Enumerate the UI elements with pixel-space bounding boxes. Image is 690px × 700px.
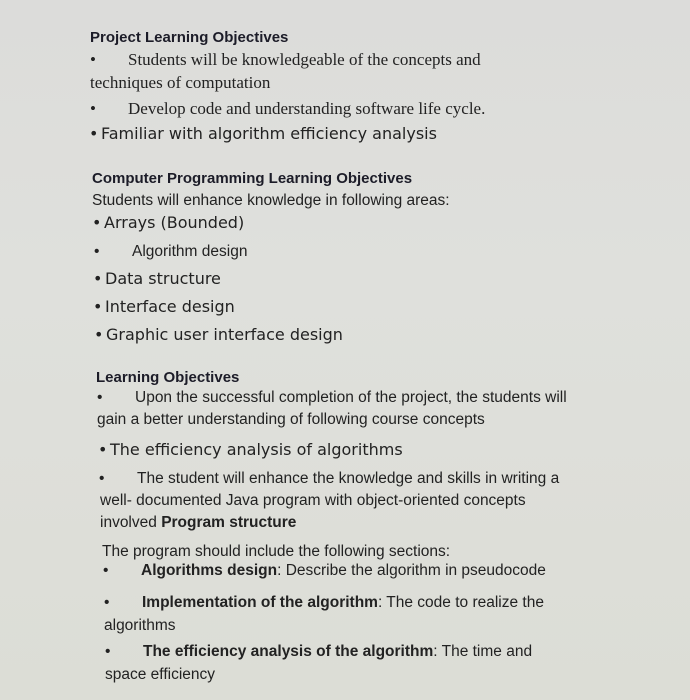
section-intro: The program should include the following sections: [102, 543, 451, 560]
list-item: • Students will be knowledgeable of the concepts and [90, 50, 481, 69]
bullet-icon: • [90, 99, 96, 118]
bullet-icon: • [90, 50, 96, 69]
list-item: • Interface design [93, 297, 235, 316]
list-item: • The efficiency analysis of the algorithm: The time and [105, 643, 533, 660]
bullet-icon: • [97, 389, 103, 406]
list-item-continuation: involved Program structure [100, 514, 297, 531]
list-item: • Upon the successful completion of the project, the students will [97, 389, 567, 406]
list-item: • The student will enhance the knowledge and skills in writing a [99, 470, 560, 487]
bullet-icon: • [94, 243, 100, 260]
section-heading-learning-objectives: Learning Objectives [96, 369, 240, 386]
section-heading-computer-programming: Computer Programming Learning Objectives [92, 170, 413, 187]
bullet-icon: • [105, 643, 111, 660]
section-heading-project-learning-objectives: Project Learning Objectives [90, 29, 289, 46]
bullet-icon: • [99, 470, 105, 487]
list-item-continuation: well- documented Java program with object-oriented concepts [100, 492, 526, 509]
bullet-icon: • [94, 325, 104, 344]
list-item: • Data structure [93, 269, 221, 288]
bullet-icon: • [98, 440, 108, 459]
section-intro: Students will enhance knowledge in following areas: [92, 192, 450, 209]
bullet-icon: • [104, 594, 110, 611]
list-item-continuation: space efficiency [105, 666, 215, 683]
list-item: • Familiar with algorithm efficiency analysis [89, 124, 437, 143]
list-item: • The efficiency analysis of algorithms [98, 440, 403, 459]
list-item-continuation: techniques of computation [90, 73, 271, 92]
list-item: • Algorithm design [94, 243, 248, 260]
list-item: • Implementation of the algorithm: The code to realize the [104, 594, 544, 611]
bullet-icon: • [93, 269, 103, 288]
list-item: • Develop code and understanding software life cycle. [90, 99, 486, 118]
list-item-continuation: gain a better understanding of following course concepts [97, 411, 485, 428]
bullet-icon: • [89, 124, 99, 143]
list-item: • Arrays (Bounded) [92, 213, 245, 232]
list-item: • Algorithms design: Describe the algorithm in pseudocode [103, 562, 546, 579]
bullet-icon: • [93, 297, 103, 316]
bullet-icon: • [92, 213, 102, 232]
list-item: • Graphic user interface design [94, 325, 343, 344]
bullet-icon: • [103, 562, 109, 579]
inline-heading-program-structure: Program structure [161, 514, 297, 531]
list-item-continuation: algorithms [104, 617, 176, 634]
